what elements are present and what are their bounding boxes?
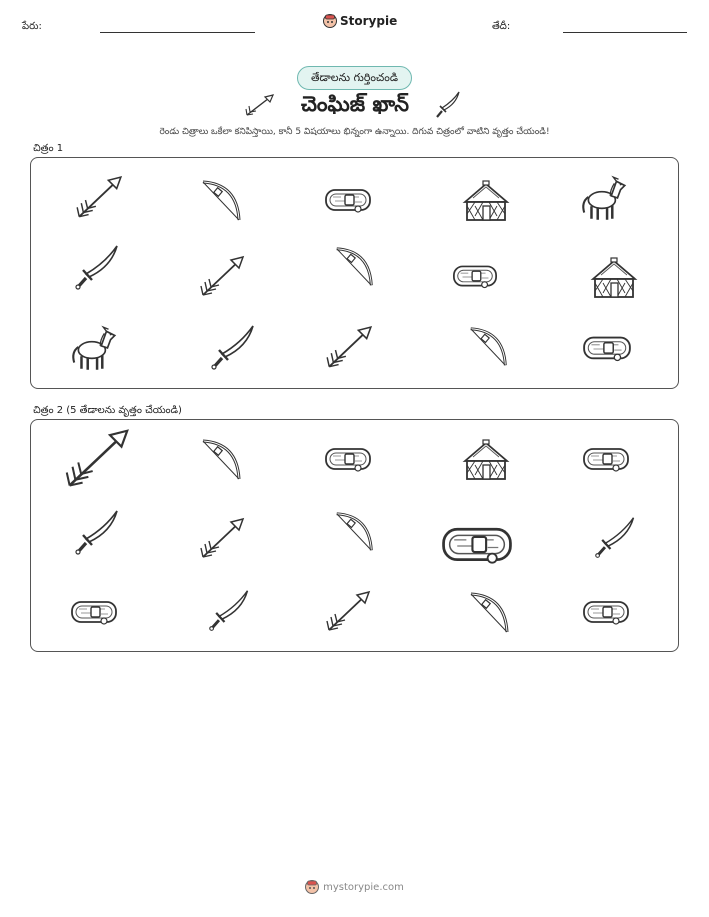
picture2-arrow-icon[interactable] (323, 588, 373, 638)
date-field-line[interactable] (563, 32, 687, 33)
picture2-belt-icon[interactable] (581, 435, 631, 485)
page-title: చెంఘిజ్ ఖాన్ (300, 92, 410, 116)
picture1-sword-icon (73, 243, 123, 293)
picture1-panel (30, 157, 679, 389)
picture1-arrow-icon (73, 173, 125, 225)
picture2-belt-icon[interactable] (323, 435, 373, 485)
picture2-panel[interactable] (30, 419, 679, 652)
instructions-text: రెండు చిత్రాలు ఒకేలా కనిపిస్తాయి, కానీ 5 విషయాలు భిన్నంగా ఉన్నాయి. దిగువ చిత్రంలో వాటిని వృత్తం చేయండి! (159, 127, 550, 137)
picture2-label: చిత్రం 2 (5 తేడాలను వృత్తం చేయండి) (33, 405, 182, 416)
picture1-bow-icon (465, 323, 513, 371)
name-label: పేరు: (22, 21, 42, 32)
date-label: తేదీ: (492, 21, 511, 32)
footer (0, 880, 709, 894)
picture2-belt-icon[interactable] (439, 508, 515, 584)
picture1-belt-icon (451, 253, 499, 301)
picture1-sword-icon (209, 323, 259, 373)
logo-text: Storypie (340, 14, 398, 28)
picture1-arrow-icon (323, 323, 375, 375)
picture1-horse-icon (579, 173, 631, 225)
storypie-logo (323, 14, 397, 28)
picture1-belt-icon (323, 176, 373, 226)
picture2-sword-icon[interactable] (593, 515, 639, 561)
picture1-arrow-icon (197, 253, 247, 303)
storypie-mascot-icon (305, 880, 319, 894)
spot-difference-badge: తేడాలను గుర్తించండి (297, 66, 412, 90)
sword-decoration-icon (434, 90, 462, 120)
picture1-belt-icon (581, 323, 633, 375)
picture2-bow-icon[interactable] (197, 435, 247, 485)
picture1-bow-icon (331, 243, 379, 291)
picture1-horse-icon (69, 323, 121, 375)
picture2-bow-icon[interactable] (331, 508, 379, 556)
picture1-yurt-icon (461, 176, 511, 226)
picture2-belt-icon[interactable] (69, 588, 119, 638)
picture2-arrow-icon[interactable] (197, 515, 247, 565)
footer-url[interactable]: mystorypie.com (323, 881, 404, 893)
picture1-label: చిత్రం 1 (33, 143, 64, 154)
picture1-bow-icon (197, 176, 247, 226)
picture2-arrow-icon[interactable] (61, 425, 133, 497)
picture2-yurt-icon[interactable] (461, 435, 511, 485)
storypie-mascot-icon (323, 14, 337, 28)
picture2-belt-icon[interactable] (581, 588, 631, 638)
picture2-sword-icon[interactable] (73, 508, 123, 558)
picture1-yurt-icon (589, 253, 639, 303)
name-field-line[interactable] (100, 32, 255, 33)
picture2-sword-icon[interactable] (207, 588, 253, 634)
picture2-bow-icon[interactable] (465, 588, 515, 638)
